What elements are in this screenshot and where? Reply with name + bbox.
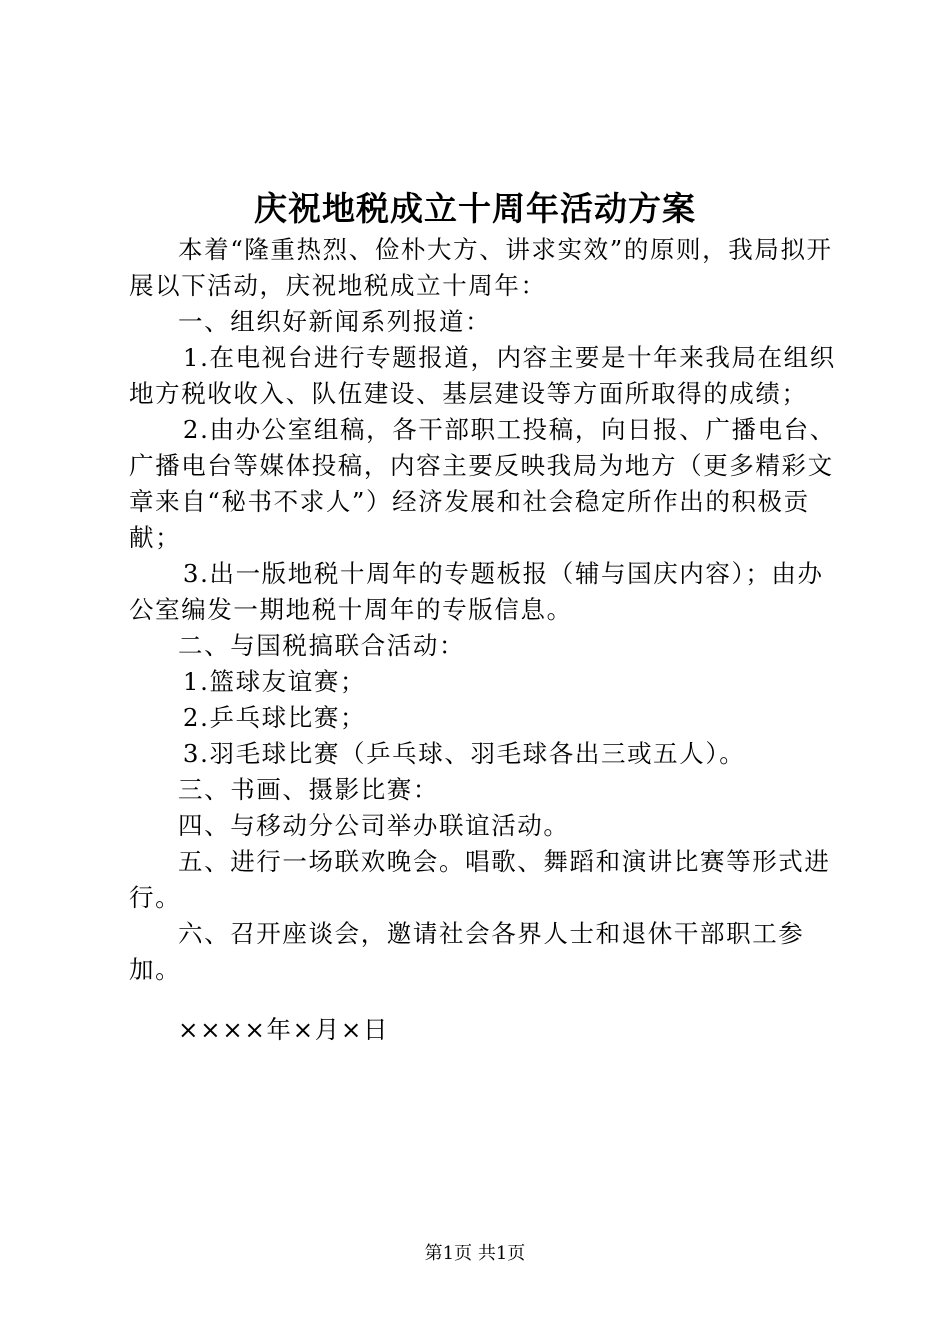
spacer xyxy=(129,988,837,1012)
paragraph-section-5: 五、进行一场联欢晚会。唱歌、舞蹈和演讲比赛等形式进行。 xyxy=(129,847,831,912)
paragraph-intro: 本着“隆重热烈、俭朴大方、讲求实效”的原则，我局拟开展以下活动，庆祝地税成立十周年： xyxy=(129,235,833,300)
paragraph-section-2: 二、与国税搞联合活动： xyxy=(178,631,466,660)
paragraph-section-1: 一、组织好新闻系列报道： xyxy=(178,307,492,336)
page-footer: 第1页 共1页 xyxy=(424,1243,526,1264)
document-date: ××××年×月×日 xyxy=(178,1015,390,1044)
paragraph-item-1-1: 1.在电视台进行专题报道，内容主要是十年来我局在组织地方税收收入、队伍建设、基层建设等方面所取得的成绩； xyxy=(129,343,836,408)
document-title: 庆祝地税成立十周年活动方案 xyxy=(254,189,696,228)
paragraph-item-1-2: 2.由办公室组稿，各干部职工投稿，向日报、广播电台、广播电台等媒体投稿，内容主要反映我局为地方（更多精彩文章来自“秘书不求人”）经济发展和社会稳定所作出的积极贡献； xyxy=(129,415,836,552)
paragraph-item-2-3: 3.羽毛球比赛（乒乓球、羽毛球各出三或五人）。 xyxy=(182,739,746,768)
paragraph-section-3: 三、书画、摄影比赛： xyxy=(178,775,439,804)
paragraph-section-6: 六、召开座谈会，邀请社会各界人士和退休干部职工参加。 xyxy=(129,919,805,984)
paragraph-section-4: 四、与移动分公司举办联谊活动。 xyxy=(178,811,570,840)
paragraph-item-1-3: 3.出一版地税十周年的专题板报（辅与国庆内容）；由办公室编发一期地税十周年的专版信息。 xyxy=(129,559,824,624)
document-body xyxy=(129,232,837,1048)
paragraph-item-2-2: 2.乒乓球比赛； xyxy=(182,703,367,732)
paragraph-item-2-1: 1.篮球友谊赛； xyxy=(182,667,367,696)
